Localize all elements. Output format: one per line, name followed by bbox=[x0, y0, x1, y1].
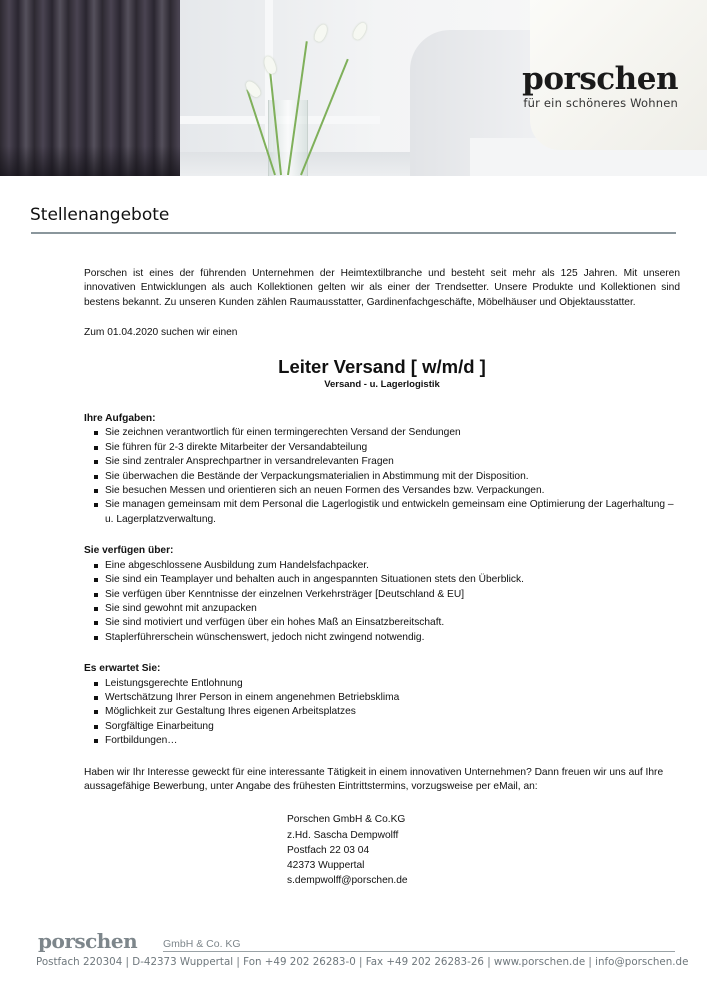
list-item-text: Eine abgeschlossene Ausbildung zum Handelsfachpacker. bbox=[105, 559, 369, 571]
page-title: Stellenangebote bbox=[30, 205, 170, 225]
start-date-line: Zum 01.04.2020 suchen wir einen bbox=[84, 327, 238, 339]
closing-paragraph: Haben wir Ihr Interesse geweckt für eine interessante Tätigkeit in einem innovativen Unternehmen? Dann freuen wir uns auf Ihre aussagefähige Bewerbung, unter Angabe des frühesten Eintrittstermins, vorzugsweise per eMail, an: bbox=[84, 766, 664, 792]
list-item bbox=[84, 631, 680, 645]
job-posting-body bbox=[84, 267, 680, 888]
list-item bbox=[84, 470, 680, 484]
list-item bbox=[84, 573, 680, 587]
list-item-text: Fortbildungen… bbox=[105, 735, 178, 747]
bullet-icon bbox=[94, 593, 98, 597]
list-item-text: Leistungsgerechte Entlohnung bbox=[105, 677, 243, 689]
banner-curtain bbox=[0, 0, 180, 176]
intro-paragraph: Porschen ist eines der führenden Unternehmen der Heimtextilbranche und besteht seit mehr als 125 Jahren. Mit unseren innovativen Entwicklungen als auch Kollektionen gelten wir als einer der Trendsetter. Unsere Produkte und Kollektionen sind bestens bekannt. Zu unseren Kunden zählen Raumausstatter, Gardinenfachgeschäfte, Möbelhäuser und Objektausstatter. bbox=[84, 268, 680, 308]
list-item bbox=[84, 616, 680, 630]
benefits-list bbox=[84, 677, 680, 749]
section-heading-benefits: Es erwartet Sie: bbox=[84, 663, 161, 675]
bullet-icon bbox=[94, 725, 98, 729]
footer-company-name: GmbH & Co. KG bbox=[163, 938, 241, 950]
header-banner-image bbox=[0, 0, 707, 176]
address-po-box: Postfach 22 03 04 bbox=[287, 844, 370, 856]
bullet-icon bbox=[94, 710, 98, 714]
address-attention: z.Hd. Sascha Dempwolff bbox=[287, 829, 399, 841]
bullet-icon bbox=[94, 489, 98, 493]
bullet-icon bbox=[94, 621, 98, 625]
logo-tagline: für ein schöneres Wohnen bbox=[523, 96, 678, 110]
list-item bbox=[84, 455, 680, 469]
list-item bbox=[84, 691, 680, 705]
bullet-icon bbox=[94, 460, 98, 464]
bullet-icon bbox=[94, 564, 98, 568]
address-company: Porschen GmbH & Co.KG bbox=[287, 814, 406, 826]
logo-wordmark: porschen bbox=[522, 61, 678, 97]
qualifications-list bbox=[84, 559, 680, 645]
list-item bbox=[84, 559, 680, 573]
list-item-text: Sie sind gewohnt mit anzupacken bbox=[105, 602, 257, 614]
list-item-text: Sorgfältige Einarbeitung bbox=[105, 720, 214, 732]
list-item bbox=[84, 588, 680, 602]
address-city: 42373 Wuppertal bbox=[287, 859, 365, 871]
header-logo bbox=[488, 61, 678, 110]
list-item bbox=[84, 720, 680, 734]
bullet-icon bbox=[94, 739, 98, 743]
list-item-text: Staplerführerschein wünschenswert, jedoch nicht zwingend notwendig. bbox=[105, 631, 425, 643]
list-item-text: Wertschätzung Ihrer Person in einem angenehmen Betriebsklima bbox=[105, 691, 400, 703]
footer-divider bbox=[163, 951, 675, 952]
list-item-text: Sie managen gemeinsam mit dem Personal die Lagerlogistik und entwickeln gemeinsam eine Optimierung der Lagerhaltung – u. Lagerplatzverwaltung. bbox=[105, 499, 674, 525]
list-item bbox=[84, 705, 680, 719]
list-item bbox=[84, 602, 680, 616]
bullet-icon bbox=[94, 475, 98, 479]
job-subtitle: Versand - u. Lagerlogistik bbox=[324, 378, 440, 390]
contact-address bbox=[287, 812, 680, 888]
job-title: Leiter Versand [ w/m/d ] bbox=[278, 355, 486, 377]
list-item bbox=[84, 426, 680, 440]
address-email-link[interactable]: s.dempwolff@porschen.de bbox=[287, 875, 408, 887]
bullet-icon bbox=[94, 607, 98, 611]
list-item-text: Möglichkeit zur Gestaltung Ihres eigenen Arbeitsplatzes bbox=[105, 706, 356, 718]
list-item bbox=[84, 677, 680, 691]
list-item bbox=[84, 484, 680, 498]
section-heading-qualifications: Sie verfügen über: bbox=[84, 545, 174, 557]
title-divider bbox=[31, 232, 676, 234]
list-item-text: Sie führen für 2-3 direkte Mitarbeiter der Versandabteilung bbox=[105, 441, 368, 453]
bullet-icon bbox=[94, 636, 98, 640]
bullet-icon bbox=[94, 578, 98, 582]
list-item-text: Sie sind motiviert und verfügen über ein hohes Maß an Einsatzbereitschaft. bbox=[105, 617, 445, 629]
list-item bbox=[84, 734, 680, 748]
list-item bbox=[84, 441, 680, 455]
list-item bbox=[84, 498, 680, 527]
list-item-text: Sie überwachen die Bestände der Verpackungsmaterialien in Abstimmung mit der Disposition. bbox=[105, 470, 529, 482]
list-item-text: Sie zeichnen verantwortlich für einen termingerechten Versand der Sendungen bbox=[105, 427, 461, 439]
footer-logo: porschen bbox=[38, 929, 138, 953]
bullet-icon bbox=[94, 682, 98, 686]
bullet-icon bbox=[94, 503, 98, 507]
list-item-text: Sie sind ein Teamplayer und behalten auch in angespannten Situationen stets den Überblick. bbox=[105, 574, 524, 586]
bullet-icon bbox=[94, 696, 98, 700]
list-item-text: Sie verfügen über Kenntnisse der einzelnen Verkehrsträger [Deutschland & EU] bbox=[105, 588, 465, 600]
footer-contact-line: Postfach 220304 | D-42373 Wuppertal | Fon +49 202 26283-0 | Fax +49 202 26283-26 | www.porschen.de | info@porschen.de bbox=[36, 956, 689, 968]
bullet-icon bbox=[94, 431, 98, 435]
tasks-list bbox=[84, 426, 680, 527]
section-heading-tasks: Ihre Aufgaben: bbox=[84, 413, 156, 425]
bullet-icon bbox=[94, 446, 98, 450]
list-item-text: Sie besuchen Messen und orientieren sich an neuen Formen des Versandes bzw. Verpackungen. bbox=[105, 485, 545, 497]
list-item-text: Sie sind zentraler Ansprechpartner in versandrelevanten Fragen bbox=[105, 456, 394, 468]
